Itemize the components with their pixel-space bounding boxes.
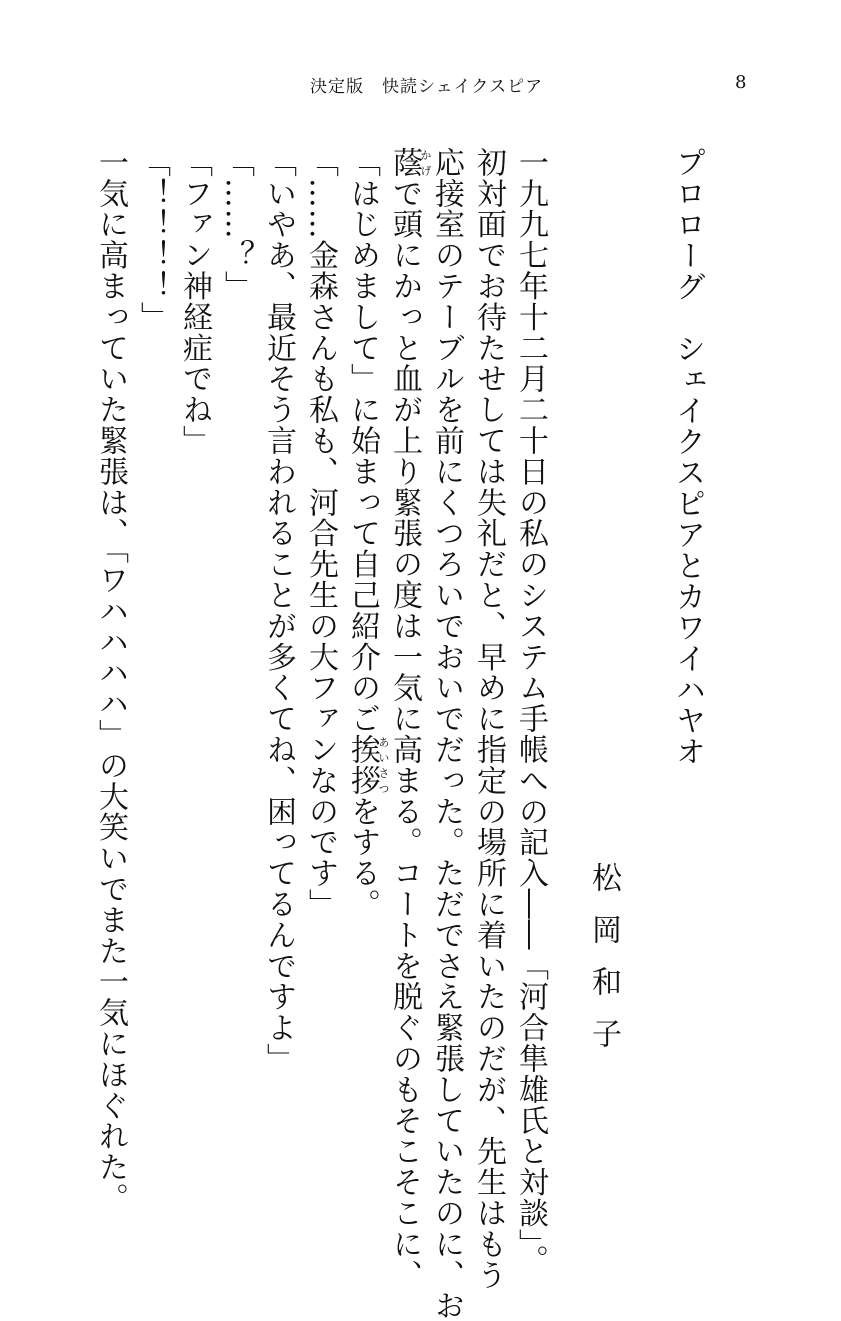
chapter-title: プロローグ シェイクスピアとカワイハヤオ xyxy=(670,147,705,767)
ruby-aisatsu: 挨拶あいさつ xyxy=(345,734,390,796)
page-number: 8 xyxy=(735,72,747,93)
ruby-kage: 蔭かげ xyxy=(387,147,432,178)
body-line-3: 応接室のテーブルを前にくつろいでおいでだった。ただでさえ緊張していたのに、お xyxy=(429,147,464,1321)
running-header: 決定版 快読シェイクスピア xyxy=(310,77,544,97)
body-line-5: 「はじめまして」に始まって自己紹介のご挨拶あいさつをする。 xyxy=(345,147,390,920)
body-line-1: 一九九七年十二月二十日の私のシステム手帳への記入――「河合隼雄氏と対談」。 xyxy=(513,147,548,1276)
body-line-4: 蔭かげで頭にかっと血が上り緊張の度は一気に高まる。コートを脱ぐのもそこそこに、 xyxy=(387,147,432,1291)
body-line-2: 初対面でお待たせしては失礼だと、早めに指定の場所に着いたのだが、先生はもう xyxy=(471,147,506,1291)
dialogue-line-5: 「！！！！」 xyxy=(135,147,170,333)
dialogue-line-3: 「……？」 xyxy=(219,147,254,302)
dialogue-line-4: 「ファン神経症でね」 xyxy=(177,147,212,456)
dialogue-line-1: 「……金森さんも私も、河合先生の大ファンなのです」 xyxy=(303,147,338,920)
body-line-final: 一気に高まっていた緊張は、「ワハハハハ」の大笑いでまた一気にほぐれた。 xyxy=(93,147,128,1214)
author-name: 松岡和子 xyxy=(586,862,621,1070)
dialogue-line-2: 「いやあ、最近そう言われることが多くてね、困ってるんですよ」 xyxy=(261,147,296,1074)
